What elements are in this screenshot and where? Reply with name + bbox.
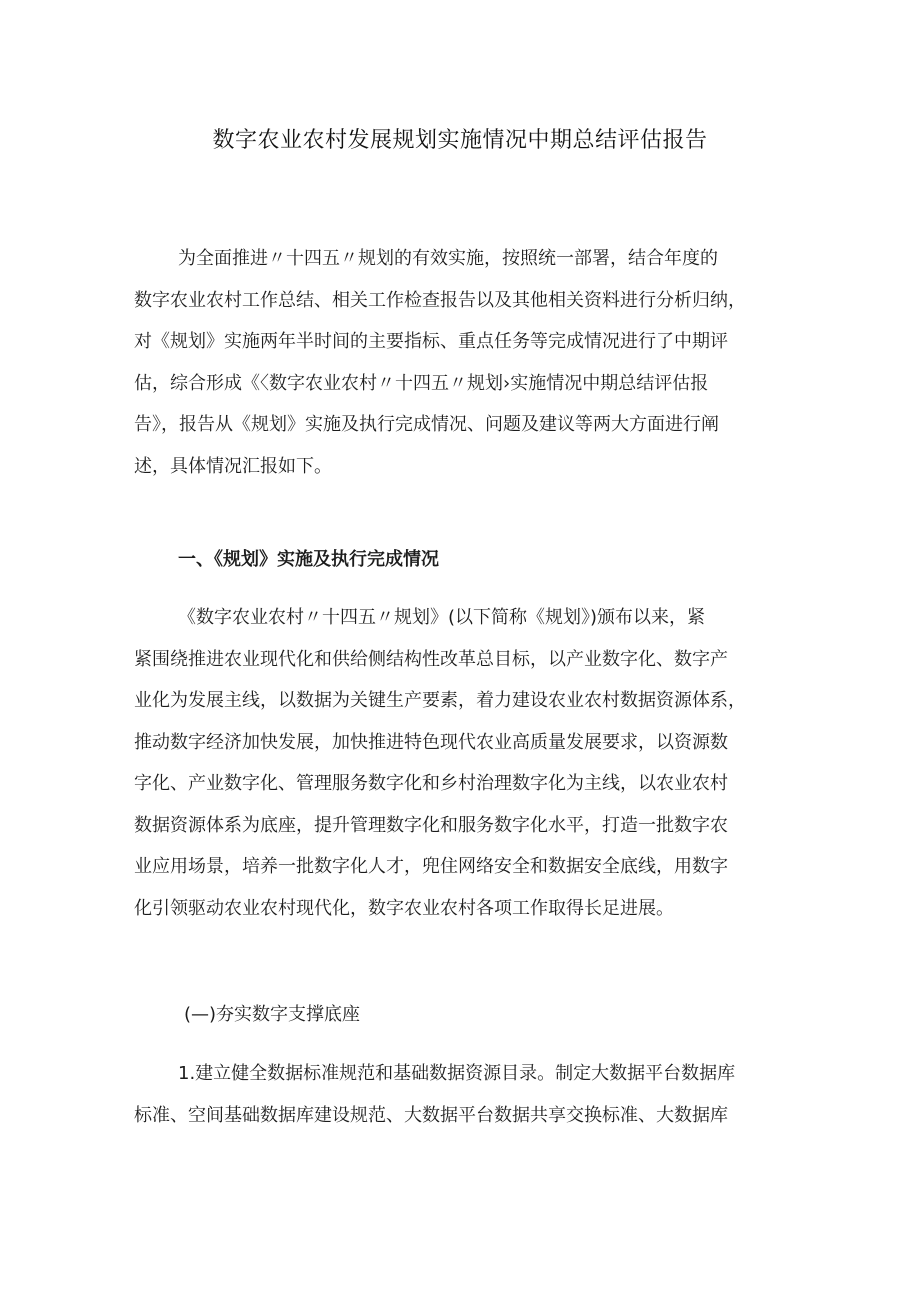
intro-line-6: 述，具体情况汇报如下。 [134,455,332,477]
section-1-line-4: 推动数字经济加快发展，加快推进特色现代农业高质量发展要求，以资源数 [134,731,728,753]
section-1-heading: 一、《规划》实施及执行完成情况 [178,549,439,570]
item-1-line-1: 1.建立健全数据标准规范和基础数据资源目录。制定大数据平台数据库 [178,1063,736,1084]
document-title: 数字农业农村发展规划实施情况中期总结评估报告 [212,128,708,153]
section-1-line-2: 紧围绕推进农业现代化和供给侧结构性改革总目标，以产业数字化、数字产 [134,648,728,670]
section-1-paragraph [134,597,794,929]
intro-line-4: 估，综合形成《〈数字农业农村〃十四五〃规划›实施情况中期总结评估报 [134,372,709,394]
section-1-line-1: 《数字农业农村〃十四五〃规划》(以下简称《规划》)颁布以来，紧 [178,607,706,628]
intro-line-5: 告》，报告从《规划》实施及执行完成情况、问题及建议等两大方面进行阐 [134,414,719,435]
section-1-line-6: 数据资源体系为底座，提升管理数字化和服务数字化水平，打造一批数字农 [134,814,728,836]
item-1-line-2: 标准、空间基础数据库建设规范、大数据平台数据共享交换标准、大数据库 [134,1104,728,1126]
intro-line-3: 对《规划》实施两年半时间的主要指标、重点任务等完成情况进行了中期评 [134,331,728,352]
item-1-paragraph [134,1053,794,1136]
subsection-1-heading: (—)夯实数字支撑底座 [184,1004,361,1025]
section-1-line-5: 字化、产业数字化、管理服务数字化和乡村治理数字化为主线，以农业农村 [134,773,728,794]
intro-line-1: 为全面推进〃十四五〃规划的有效实施，按照统一部署，结合年度的 [178,248,718,269]
intro-line-2: 数字农业农村工作总结、相关工作检查报告以及其他相关资料进行分析归纳， [134,289,746,311]
section-1-line-7: 业应用场景，培养一批数字化人才，兜住网络安全和数据安全底线，用数字 [134,856,728,877]
section-1-line-3: 业化为发展主线，以数据为关键生产要素，着力建设农业农村数据资源体系， [134,690,746,711]
section-1-line-8: 化引领驱动农业农村现代化，数字农业农村各项工作取得长足进展。 [134,897,674,919]
intro-paragraph [134,238,794,487]
